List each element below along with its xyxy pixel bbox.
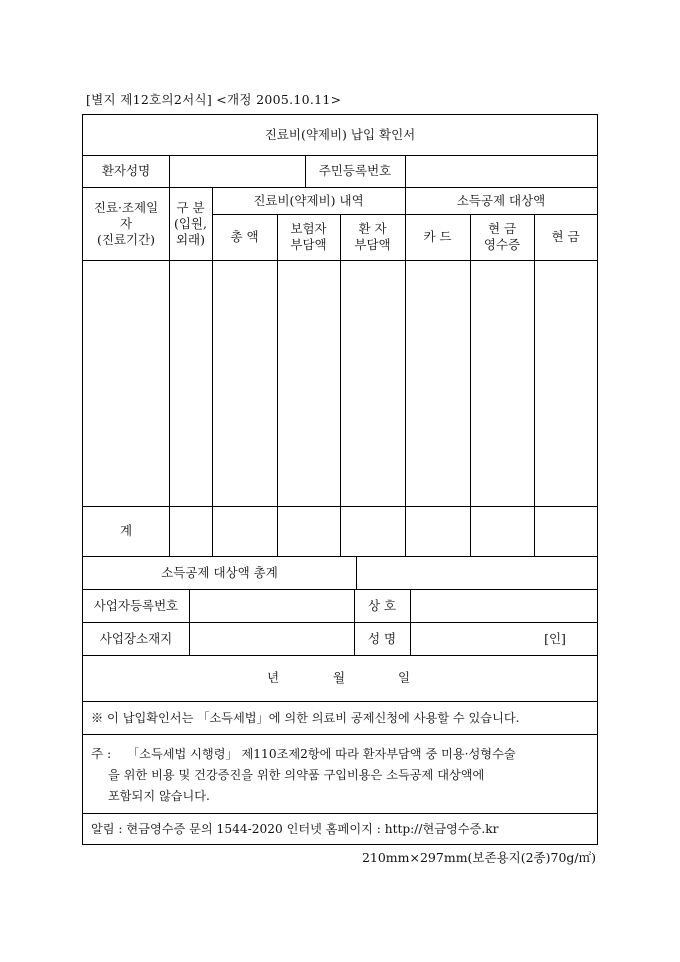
insurer-share-line2: 부담액 xyxy=(290,237,327,252)
total-amount-header: 총 액 xyxy=(230,229,259,244)
representative-name-label: 성 명 xyxy=(367,630,397,646)
date-year: 년 xyxy=(266,670,280,685)
patient-share-line2: 부담액 xyxy=(354,237,391,252)
insurer-share-header xyxy=(277,214,340,260)
seal-mark: [인] xyxy=(544,630,566,646)
category-header xyxy=(169,187,212,260)
patient-name-field[interactable] xyxy=(170,156,304,186)
form-reference: [별지 제12호의2서식] <개정 2005.10.11> xyxy=(86,92,342,107)
resident-number-field[interactable] xyxy=(406,156,596,186)
business-reg-number-field[interactable] xyxy=(190,590,353,621)
category-header-line3: 외래) xyxy=(175,231,206,247)
date-month: 월 xyxy=(332,670,346,685)
cash-receipt-line2: 영수증 xyxy=(483,237,521,252)
form-title: 진료비(약제비) 납입 확인서 xyxy=(264,127,416,142)
resident-number-label: 주민등록번호 xyxy=(318,163,392,178)
business-reg-number-label: 사업자등록번호 xyxy=(93,597,179,613)
insurer-share-line1: 보험자 xyxy=(290,221,327,236)
note-line3: 포함되지 않습니다. xyxy=(108,789,210,803)
provider-header xyxy=(83,187,169,260)
paper-size-note: 210mm×297mm(보존용지(2종)70g/㎡) xyxy=(361,850,596,865)
note-prefix: 주 : xyxy=(91,746,112,761)
business-name-label: 상 호 xyxy=(367,597,397,613)
patient-share-header xyxy=(340,214,405,260)
patient-name-label: 환자성명 xyxy=(101,163,151,178)
card-header: 카 드 xyxy=(423,229,452,244)
deduction-total-label: 소득공제 대상액 총계 xyxy=(161,564,278,580)
note-line1: 「소득세법 시행령」 제110조제2항에 따라 환자부담액 중 미용·성형수술 xyxy=(127,747,516,761)
business-address-label: 사업장소재지 xyxy=(99,630,173,646)
business-name-field[interactable] xyxy=(411,590,596,621)
cash-header: 현 금 xyxy=(551,229,580,244)
entry-area[interactable] xyxy=(84,261,596,505)
provider-header-line2: 자 xyxy=(119,215,133,231)
cash-receipt-header xyxy=(470,214,534,260)
receipt-form xyxy=(82,114,598,845)
note-line2: 을 위한 비용 및 건강증진을 위한 의약품 구입비용은 소득공제 대상액에 xyxy=(108,768,485,782)
usage-notice: ※ 이 납입확인서는 「소득세법」에 의한 의료비 공제신청에 사용할 수 있습니다. xyxy=(91,710,520,725)
provider-header-line3: (진료기간) xyxy=(96,231,156,247)
business-address-field[interactable] xyxy=(190,623,353,654)
cash-receipt-line1: 현 금 xyxy=(487,221,517,236)
sum-label: 계 xyxy=(119,523,133,538)
deduction-target-header: 소득공제 대상액 xyxy=(456,192,546,208)
category-header-line1: 구 분 xyxy=(176,199,205,215)
category-header-line2: (입원, xyxy=(173,215,207,231)
patient-share-line1: 환 자 xyxy=(358,221,387,236)
deduction-total-field[interactable] xyxy=(357,557,596,588)
cash-receipt-info: 알림 : 현금영수증 문의 1544-2020 인터넷 홈페이지 : http://현금영수증.kr xyxy=(91,821,499,836)
date-day: 일 xyxy=(397,670,411,685)
treatment-detail-header: 진료비(약제비) 내역 xyxy=(253,192,364,208)
provider-header-line1: 진료·조제일 xyxy=(93,199,159,215)
note-block xyxy=(83,734,597,813)
